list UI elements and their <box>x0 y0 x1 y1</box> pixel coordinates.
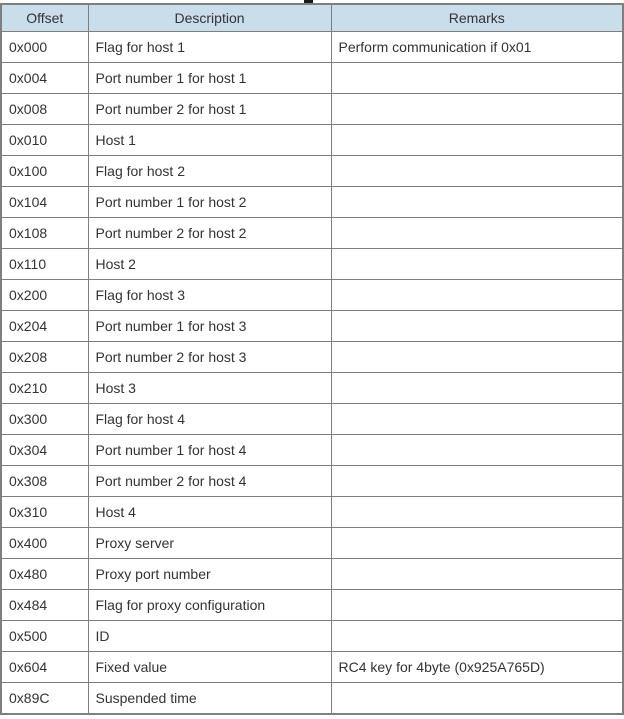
cell-offset: 0x300 <box>1 404 88 435</box>
cell-description: Port number 2 for host 4 <box>88 466 331 497</box>
cell-remarks <box>331 466 623 497</box>
cell-remarks <box>331 63 623 94</box>
cell-offset: 0x210 <box>1 373 88 404</box>
column-header-offset: Offset <box>1 4 88 32</box>
cell-offset: 0x480 <box>1 559 88 590</box>
cell-offset: 0x008 <box>1 94 88 125</box>
cell-offset: 0x500 <box>1 621 88 652</box>
cell-description: Host 2 <box>88 249 331 280</box>
table-body <box>1 32 623 715</box>
cell-offset: 0x89C <box>1 683 88 715</box>
table-row <box>1 218 623 249</box>
table-row <box>1 187 623 218</box>
cell-offset: 0x108 <box>1 218 88 249</box>
cell-remarks <box>331 497 623 528</box>
table-row <box>1 435 623 466</box>
column-header-description: Description <box>88 4 331 32</box>
table-row <box>1 249 623 280</box>
cell-offset: 0x004 <box>1 63 88 94</box>
cell-offset: 0x100 <box>1 156 88 187</box>
cell-remarks <box>331 590 623 621</box>
cell-offset: 0x208 <box>1 342 88 373</box>
offset-table <box>0 3 624 715</box>
cell-description: Port number 1 for host 3 <box>88 311 331 342</box>
cell-description: Port number 1 for host 1 <box>88 63 331 94</box>
cell-offset: 0x104 <box>1 187 88 218</box>
cell-description: Port number 2 for host 2 <box>88 218 331 249</box>
table-row <box>1 404 623 435</box>
cell-description: Flag for host 4 <box>88 404 331 435</box>
table-row <box>1 652 623 683</box>
cell-offset: 0x484 <box>1 590 88 621</box>
table-row <box>1 683 623 715</box>
cell-remarks: Perform communication if 0x01 <box>331 32 623 63</box>
cell-description: Fixed value <box>88 652 331 683</box>
table-row <box>1 528 623 559</box>
cell-offset: 0x010 <box>1 125 88 156</box>
cell-remarks <box>331 187 623 218</box>
cell-remarks <box>331 280 623 311</box>
cell-description: Host 4 <box>88 497 331 528</box>
cell-offset: 0x400 <box>1 528 88 559</box>
cell-remarks <box>331 435 623 466</box>
cell-remarks <box>331 156 623 187</box>
cell-description: Flag for proxy configuration <box>88 590 331 621</box>
cell-remarks <box>331 249 623 280</box>
cell-remarks <box>331 373 623 404</box>
header-row <box>1 4 623 32</box>
cell-offset: 0x308 <box>1 466 88 497</box>
cell-offset: 0x110 <box>1 249 88 280</box>
cell-remarks <box>331 528 623 559</box>
cell-description: Port number 2 for host 1 <box>88 94 331 125</box>
cell-remarks <box>331 125 623 156</box>
table-row <box>1 559 623 590</box>
cell-offset: 0x310 <box>1 497 88 528</box>
table-row <box>1 373 623 404</box>
cell-description: Port number 1 for host 2 <box>88 187 331 218</box>
table-row <box>1 497 623 528</box>
cell-offset: 0x000 <box>1 32 88 63</box>
table-row <box>1 125 623 156</box>
cell-offset: 0x604 <box>1 652 88 683</box>
cell-offset: 0x304 <box>1 435 88 466</box>
cell-description: Suspended time <box>88 683 331 715</box>
table-row <box>1 156 623 187</box>
cell-description: ID <box>88 621 331 652</box>
table-row <box>1 32 623 63</box>
cell-description: Host 1 <box>88 125 331 156</box>
cell-description: Proxy port number <box>88 559 331 590</box>
cropped-text-artifact <box>304 0 313 3</box>
table-row <box>1 311 623 342</box>
cell-description: Port number 1 for host 4 <box>88 435 331 466</box>
cell-remarks <box>331 342 623 373</box>
cell-description: Port number 2 for host 3 <box>88 342 331 373</box>
cell-remarks <box>331 683 623 715</box>
cell-remarks <box>331 218 623 249</box>
cell-remarks <box>331 94 623 125</box>
cell-description: Proxy server <box>88 528 331 559</box>
table-row <box>1 342 623 373</box>
table-row <box>1 94 623 125</box>
cell-remarks <box>331 559 623 590</box>
table-row <box>1 466 623 497</box>
table-row <box>1 590 623 621</box>
cell-offset: 0x204 <box>1 311 88 342</box>
cell-offset: 0x200 <box>1 280 88 311</box>
cell-remarks <box>331 311 623 342</box>
cell-description: Flag for host 1 <box>88 32 331 63</box>
table-row <box>1 621 623 652</box>
cell-description: Flag for host 2 <box>88 156 331 187</box>
cell-remarks <box>331 404 623 435</box>
cell-description: Flag for host 3 <box>88 280 331 311</box>
column-header-remarks: Remarks <box>331 4 623 32</box>
table-row <box>1 280 623 311</box>
cell-description: Host 3 <box>88 373 331 404</box>
cell-remarks <box>331 621 623 652</box>
table-row <box>1 63 623 94</box>
cell-remarks: RC4 key for 4byte (0x925A765D) <box>331 652 623 683</box>
